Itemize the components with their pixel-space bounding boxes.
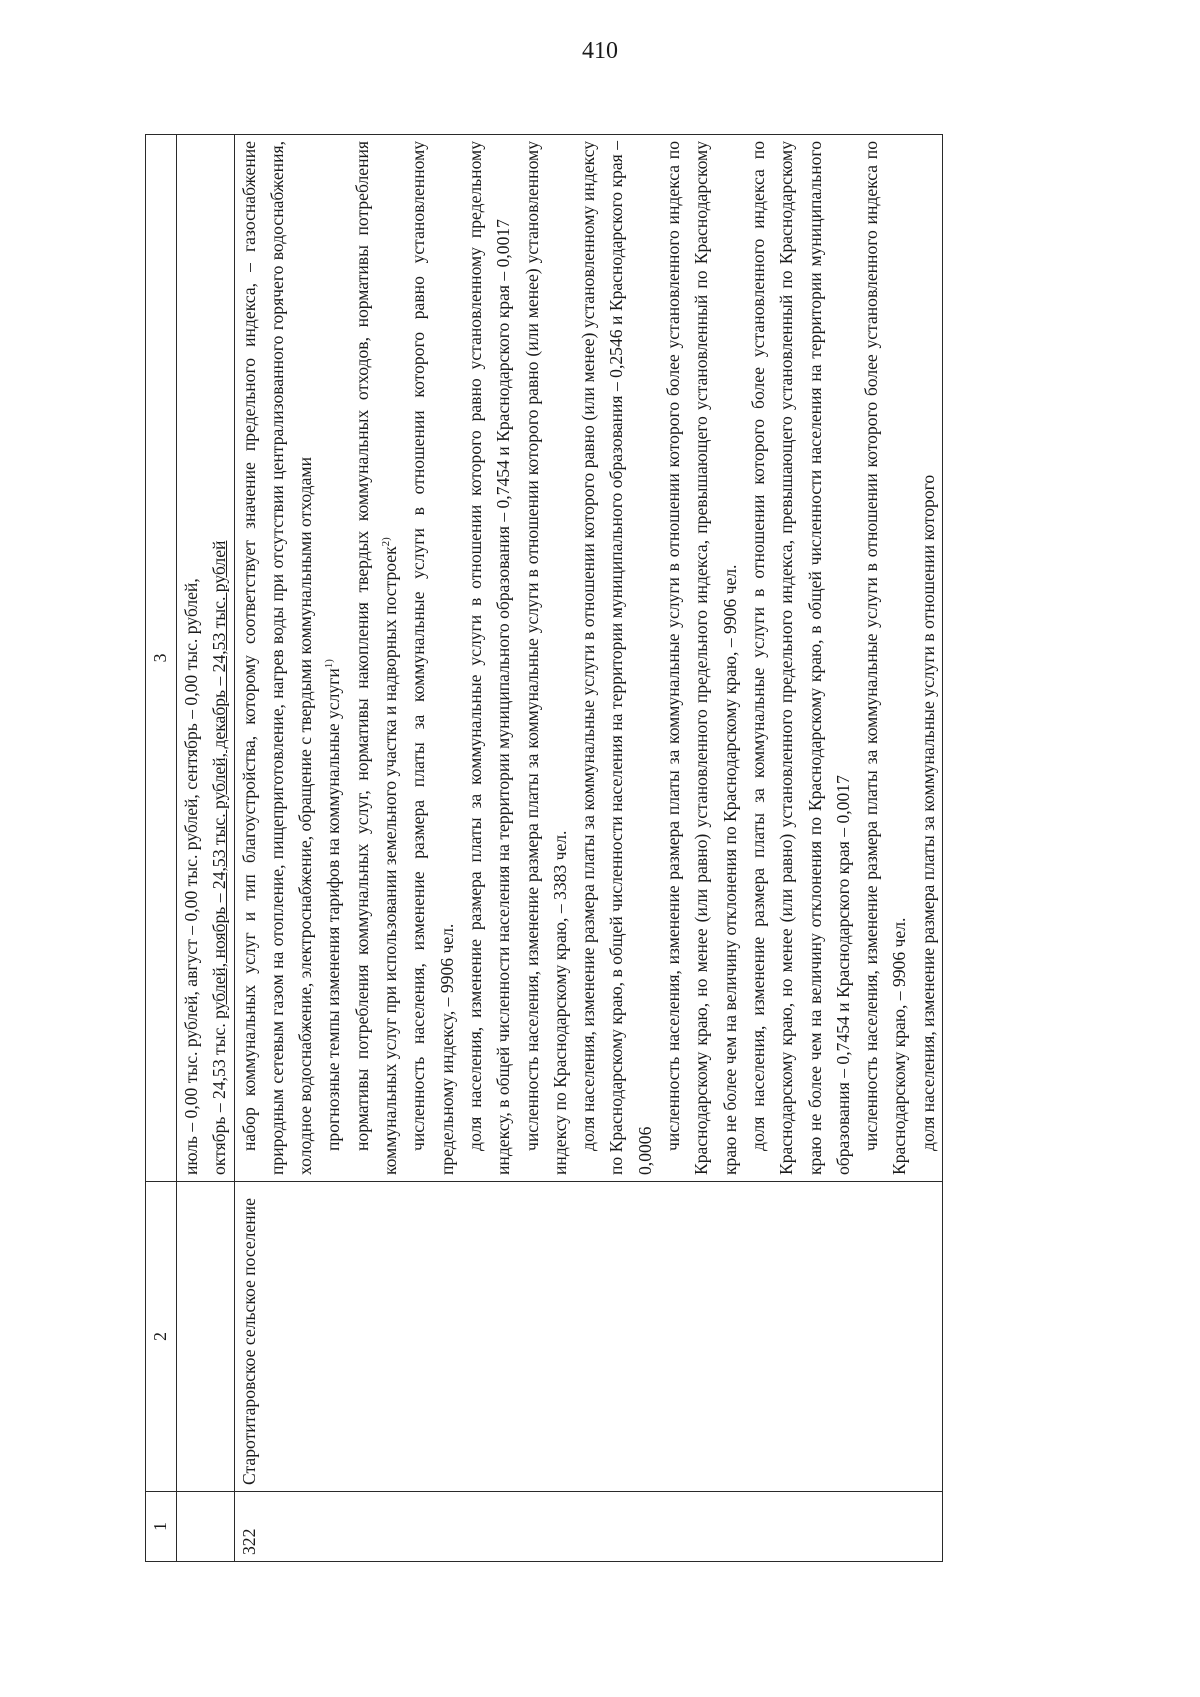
paragraph-11-text: доля населения, изменение размера платы за коммунальные услуги в отношении которого	[917, 474, 938, 1151]
continuation-text-cell	[177, 135, 235, 1182]
data-table	[145, 134, 943, 1562]
paragraph-9-text: доля населения, изменение размера платы за коммунальные услуги в отношении которого более установленного индекса по Краснодарскому краю, но менее (или равно) установленного предельного индекса, превышающего установленный по Краснодарскому краю не более чем на величину отклонения по Краснодарскому краю, в общей численности населения на территории муниципального образования – 0,7454 и Краснодарского края – 0,0017	[747, 141, 853, 1175]
continuation-number-cell	[177, 1492, 235, 1562]
table-header-row	[146, 135, 177, 1562]
paragraph-10-text: численность населения, изменение размера платы за коммунальные услуги в отношении которого более установленного индекса по Краснодарскому краю, – 9906 чел.	[861, 141, 910, 1175]
row-description	[234, 135, 942, 1182]
paragraph-8	[659, 141, 744, 1175]
paragraph-6	[518, 141, 575, 1175]
continuation-row	[177, 135, 235, 1562]
settlement-name: Старотитаровское сельское поселение	[234, 1182, 942, 1492]
paragraph-5	[461, 141, 518, 1175]
paragraph-4	[404, 141, 461, 1175]
header-col-3: 3	[146, 135, 177, 1182]
continuation-name-cell	[177, 1182, 235, 1492]
continuation-line-2-underlined: рублей, ноябрь – 24,53 тыс. рублей, декабрь – 24,53 тыс. рублей	[209, 540, 230, 1019]
continuation-line-1: июль – 0,00 тыс. рублей, август – 0,00 тыс. рублей, сентябрь – 0,00 тыс. рублей,	[181, 578, 201, 1175]
header-col-1: 1	[146, 1492, 177, 1562]
paragraph-6-text: численность населения, изменение размера платы за коммунальные услуги в отношении которого равно (или менее) установленному индексу по Краснодарскому краю, – 3383 чел.	[521, 141, 570, 1175]
continuation-line-2	[205, 141, 233, 1175]
paragraph-10	[857, 141, 914, 1175]
footnote-mark-1: 1)	[323, 659, 336, 669]
row-number: 322	[234, 1492, 942, 1562]
header-col-2: 2	[146, 1182, 177, 1492]
rotated-table-container	[145, 135, 1095, 1562]
paragraph-11	[914, 141, 942, 1175]
table-row	[234, 135, 942, 1562]
paragraph-2-text: прогнозные темпы изменения тарифов на коммунальные услуги	[323, 668, 344, 1151]
paragraph-2	[319, 141, 347, 1175]
paragraph-9	[744, 141, 857, 1175]
paragraph-7-text: доля населения, изменение размера платы за коммунальные услуги в отношении которого равно (или менее) установленному индексу по Краснодарскому краю, в общей численности населения на территории муниципального образования – 0,2546 и Краснодарского края – 0,0006	[578, 141, 655, 1175]
footnote-mark-2: 2)	[380, 537, 393, 547]
paragraph-3-text: нормативы потребления коммунальных услуг, нормативы накопления твердых коммунальных отходов, нормативы потребления коммунальных услуг при использовании земельного участка и надворных построек	[351, 141, 401, 1175]
paragraph-1-text: набор коммунальных услуг и тип благоустройства, которому соответствует значение предельного индекса, – газоснабжение природным сетевым газом на отопление, пищеприготовление, нагрев воды при отсутствии централизованного горячего водоснабжения, холодное водоснабжение, электроснабжение, обращение с твердыми коммунальными отходами	[238, 141, 316, 1175]
continuation-line-2-plain: октябрь – 24,53 тыс.	[209, 1018, 230, 1175]
paragraph-3	[348, 141, 405, 1175]
paragraph-4-text: численность населения, изменение размера платы за коммунальные услуги в отношении которого равно установленному предельному индексу, – 9906 чел.	[408, 141, 457, 1175]
page-number: 410	[582, 38, 618, 64]
paragraph-5-text: доля населения, изменение размера платы за коммунальные услуги в отношении которого равно установленному предельному индексу, в общей численности населения на территории муниципального образования – 0,7454 и Краснодарского края – 0,0017	[464, 141, 514, 1175]
paragraph-7	[574, 141, 659, 1175]
paragraph-8-text: численность населения, изменение размера платы за коммунальные услуги в отношении которого более установленного индекса по Краснодарскому краю, но менее (или равно) установленного предельного индекса, превышающего установленный по Краснодарскому краю не более чем на величину отклонения по Краснодарскому краю, – 9906 чел.	[663, 141, 740, 1175]
paragraph-1	[235, 141, 320, 1175]
